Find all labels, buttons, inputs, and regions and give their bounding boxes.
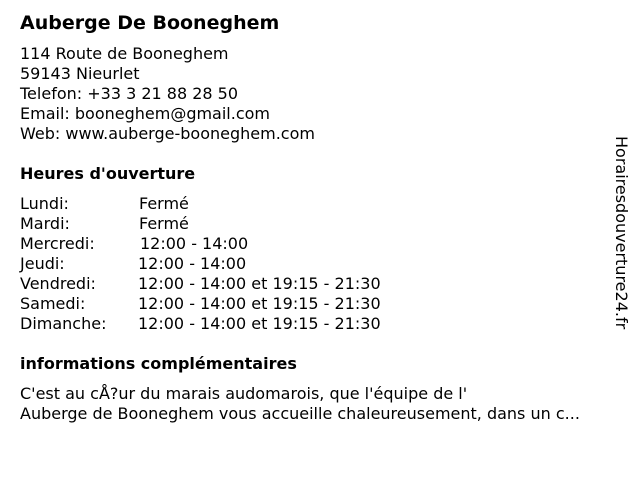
city-address: 59143 Nieurlet — [20, 64, 140, 83]
website-address: Web: www.auberge-booneghem.com — [20, 124, 315, 143]
hours-value: 12:00 - 14:00 et 19:15 - 21:30 — [138, 274, 381, 293]
description-line: C'est au cÅ?ur du marais audomarois, que l'équipe de l' — [20, 384, 468, 403]
day-label: Dimanche: — [20, 314, 107, 333]
site-watermark — [611, 136, 631, 346]
business-name: Auberge De Booneghem — [20, 12, 280, 34]
description-line: Auberge de Booneghem vous accueille chaleureusement, dans un c... — [20, 404, 580, 423]
opening-hours-heading: Heures d'ouverture — [20, 164, 196, 183]
hours-value: 12:00 - 14:00 — [138, 254, 247, 273]
hours-value: Fermé — [139, 214, 189, 233]
phone-number: Telefon: +33 3 21 88 28 50 — [20, 84, 239, 103]
street-address: 114 Route de Booneghem — [20, 44, 229, 63]
additional-info-text — [20, 384, 580, 424]
additional-info-heading: informations complémentaires — [20, 354, 297, 373]
day-label: Lundi: — [20, 194, 69, 213]
email-address: Email: booneghem@gmail.com — [20, 104, 271, 123]
hours-value: Fermé — [139, 194, 189, 213]
day-label: Samedi: — [20, 294, 86, 313]
hours-value: 12:00 - 14:00 — [140, 234, 249, 253]
day-label: Mardi: — [20, 214, 70, 233]
day-label: Jeudi: — [20, 254, 65, 273]
day-label: Vendredi: — [20, 274, 96, 293]
hours-value: 12:00 - 14:00 et 19:15 - 21:30 — [138, 314, 381, 333]
day-label: Mercredi: — [20, 234, 95, 253]
hours-value: 12:00 - 14:00 et 19:15 - 21:30 — [138, 294, 381, 313]
contact-block — [20, 44, 315, 144]
watermark-text: Horairesdouverture24.fr — [612, 136, 631, 330]
